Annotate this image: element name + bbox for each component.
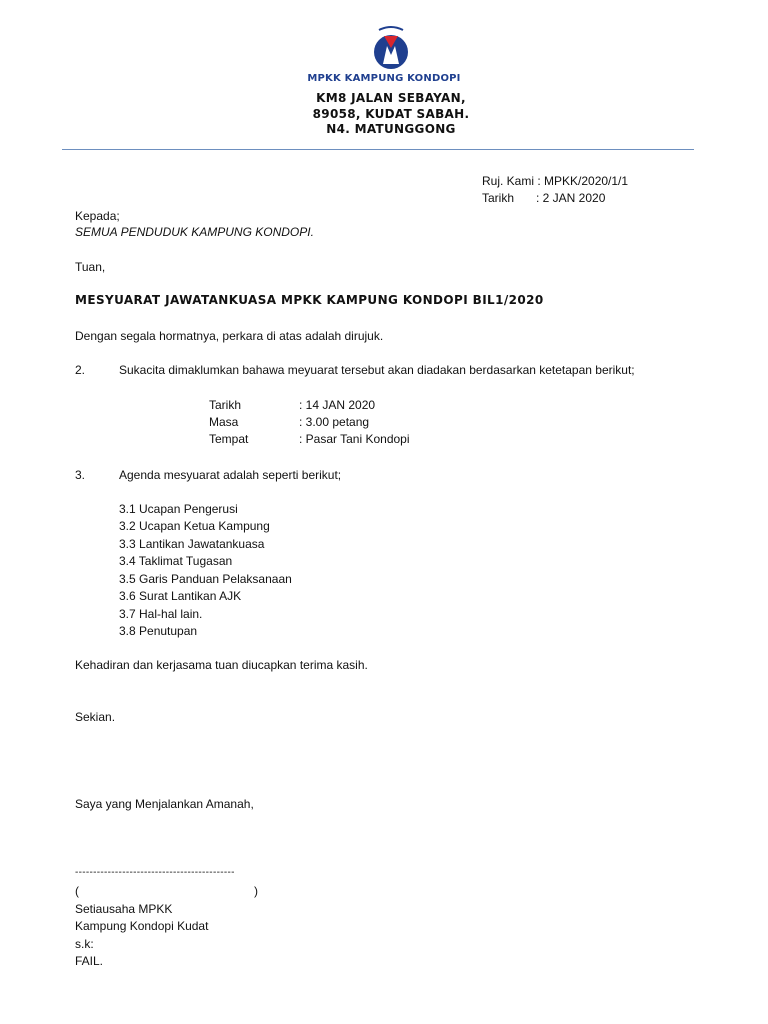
address-line-1: KM8 JALAN SEBAYAN, [316,91,466,105]
agenda-item: 3.7 Hal-hal lain. [119,607,203,621]
signature-bracket-open: ( [75,884,79,898]
signatory-org: Kampung Kondopi Kudat [75,919,209,933]
org-name: MPKK KAMPUNG KONDOPI [307,73,461,84]
signature-dashes: -------------------------------------------- [75,867,235,878]
address-line-3: N4. MATUNGGONG [326,122,456,136]
detail-label-tarikh: Tarikh [209,398,242,412]
para-3-text: Agenda mesyuarat adalah seperti berikut; [119,468,342,482]
opening-paragraph: Dengan segala hormatnya, perkara di atas adalah dirujuk. [75,329,384,343]
agenda-item: 3.5 Garis Panduan Pelaksanaan [119,572,292,586]
detail-value-masa: : 3.00 petang [299,415,370,429]
kepada-label: Kepada; [75,209,120,223]
para-3-number: 3. [75,468,86,482]
fail-label: FAIL. [75,954,104,968]
reference-number: Ruj. Kami : MPKK/2020/1/1 [482,174,629,188]
sekian: Sekian. [75,710,116,724]
mpkk-logo-icon [371,22,411,72]
reference-date-label: Tarikh [482,191,515,205]
agenda-item: 3.4 Taklimat Tugasan [119,554,233,568]
sk-label: s.k: [75,937,94,951]
agenda-item: 3.3 Lantikan Jawatankuasa [119,537,265,551]
detail-label-tempat: Tempat [209,432,249,446]
header-divider [62,149,694,150]
agenda-item: 3.8 Penutupan [119,624,198,638]
amanah-line: Saya yang Menjalankan Amanah, [75,797,254,811]
para-2-number: 2. [75,363,86,377]
address-line-2: 89058, KUDAT SABAH. [312,107,470,121]
recipient: SEMUA PENDUDUK KAMPUNG KONDOPI. [75,225,314,239]
salutation: Tuan, [75,260,106,274]
subject-heading: MESYUARAT JAWATANKUASA MPKK KAMPUNG KONDOPI BIL1/2020 [75,293,544,307]
detail-label-masa: Masa [209,415,239,429]
detail-value-tarikh: : 14 JAN 2020 [299,398,376,412]
agenda-item: 3.6 Surat Lantikan AJK [119,589,242,603]
agenda-item: 3.1 Ucapan Pengerusi [119,502,238,516]
detail-value-tempat: : Pasar Tani Kondopi [299,432,410,446]
signature-bracket-close: ) [254,884,258,898]
closing-paragraph: Kehadiran dan kerjasama tuan diucapkan terima kasih. [75,658,368,672]
reference-date-value: : 2 JAN 2020 [536,191,606,205]
agenda-item: 3.2 Ucapan Ketua Kampung [119,519,270,533]
signatory-title: Setiausaha MPKK [75,902,173,916]
para-2-text: Sukacita dimaklumkan bahawa meyuarat tersebut akan diadakan berdasarkan ketetapan berikut; [119,363,635,377]
